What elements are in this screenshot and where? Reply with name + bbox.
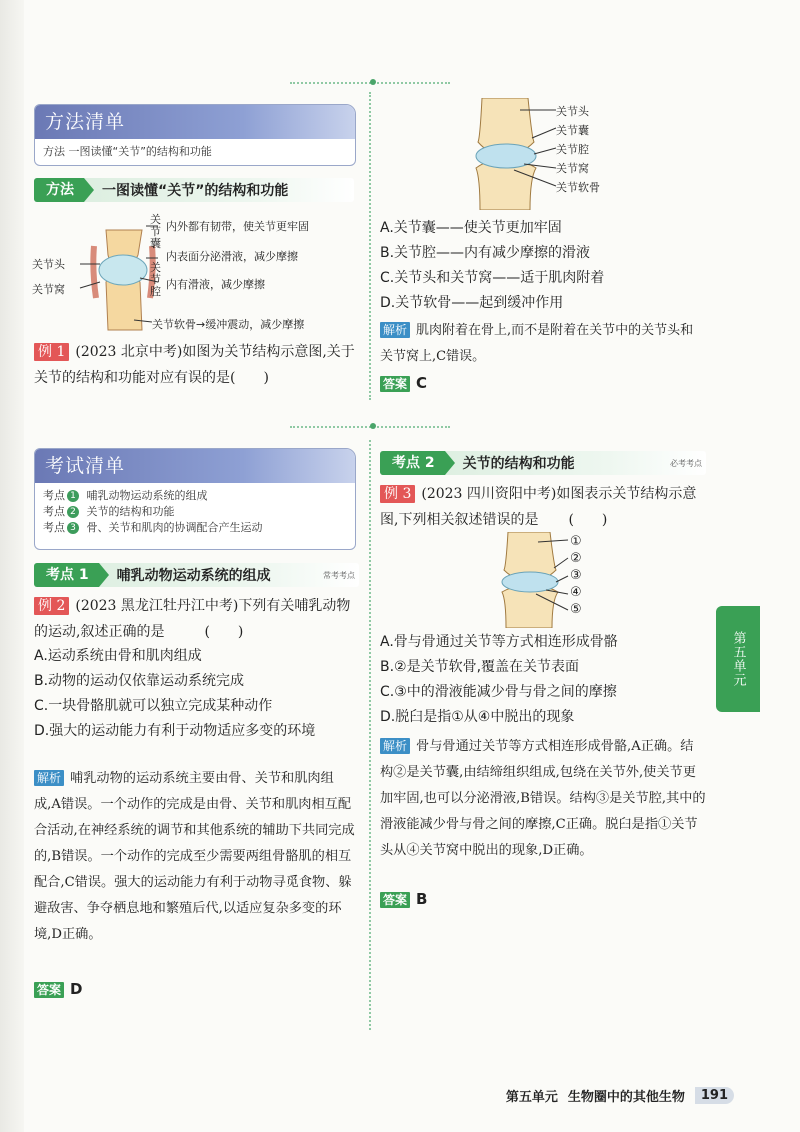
example2-answer [34, 980, 82, 998]
ex1-label-5: 关节软骨 [556, 181, 600, 194]
example1-tag: 例 1 [34, 343, 69, 361]
ex3-option-d: D.脱臼是指①从④中脱出的现象 [380, 709, 575, 725]
kp2-tag: 考点 2 [380, 451, 445, 475]
ex2-option-b: B.动物的运动仅依靠运动系统完成 [34, 673, 245, 689]
column-divider-bottom [369, 440, 371, 1030]
example1-answer [380, 374, 427, 392]
ex2-analysis-tag: 解析 [34, 770, 64, 786]
example3-answer [380, 890, 427, 908]
ex3-analysis-tag: 解析 [380, 738, 410, 754]
ex2-answer-tag: 答案 [34, 982, 64, 998]
example1-analysis [380, 318, 706, 369]
ex1-analysis-text: 肌肉附着在骨上,而不是附着在关节中的关节头和关节窝上,C错误。 [380, 323, 694, 364]
top-divider [290, 82, 450, 84]
cartilage-note: 关节软骨→缓冲震动，减少摩擦 [152, 318, 305, 331]
ex1-answer-tag: 答案 [380, 376, 410, 392]
example2-paren: ( ) [204, 623, 244, 640]
kp1-badge: 常考考点 [323, 570, 355, 580]
ex3-option-b: B.②是关节软骨,覆盖在关节表面 [380, 659, 580, 675]
method-bar-title: 一图读懂“关节”的结构和功能 [102, 183, 289, 199]
ex3-label-4: ④ [570, 585, 582, 600]
ex3-label-1: ① [570, 534, 582, 549]
ex3-answer-tag: 答案 [380, 892, 410, 908]
example1-text: (2023 北京中考)如图为关节结构示意图,关于关节的结构和功能对应有误的是( ) [34, 344, 355, 386]
knee-label-socket: 关节窝 [32, 283, 65, 296]
ex1-option-d: D.关节软骨——起到缓冲作用 [380, 295, 564, 311]
ex1-label-3: 关节腔 [556, 143, 589, 156]
example3-analysis [380, 734, 706, 864]
column-divider-top [369, 92, 371, 400]
method-bar-tag: 方法 [34, 178, 84, 202]
example1-question [34, 340, 356, 391]
ex3-analysis-text: 骨与骨通过关节等方式相连形成骨骼,A正确。结构②是关节囊,由结缔组织组成,包绕在关节外,使关节更加牢固,也可以分泌滑液,B错误。结构③是关节腔,其中的滑液能减少骨与骨之间的摩擦,C正确。脱臼是指①关节头从④关节窝中脱出的现象,D正确。 [380, 739, 706, 858]
example2-question [34, 594, 358, 645]
ex3-label-3: ③ [570, 568, 582, 583]
page-edge [0, 0, 24, 1132]
kp2-bar [380, 451, 706, 475]
example1-options [380, 216, 720, 316]
unit-side-tab: 第五单元 [716, 606, 760, 712]
example3-tag: 例 3 [380, 485, 415, 503]
method-header-title: 方法清单 [35, 105, 355, 139]
example3-options [380, 630, 706, 730]
example3-paren: ( ) [568, 511, 608, 528]
ex3-answer-value: B [416, 890, 428, 908]
example2-options [34, 644, 360, 744]
ex1-option-c: C.关节头和关节窝——适于肌肉附着 [380, 270, 605, 286]
ex1-answer-value: C [416, 374, 428, 392]
example2-text: (2023 黑龙江牡丹江中考)下列有关哺乳动物的运动,叙述正确的是 [34, 598, 351, 640]
cavity-note: 内有滑液，减少摩擦 [166, 278, 265, 291]
ex1-label-4: 关节窝 [556, 162, 589, 175]
middle-divider [290, 426, 450, 428]
ex1-label-2: 关节囊 [556, 124, 589, 137]
ex3-option-c: C.③中的滑液能减少骨与骨之间的摩擦 [380, 684, 617, 700]
exam-item-1: 考点 1 哺乳动物运动系统的组成 [43, 489, 208, 502]
ex2-option-d: D.强大的运动能力有利于动物适应多变的环境 [34, 723, 316, 739]
exam-header-box [34, 448, 356, 550]
ex3-option-a: A.骨与骨通过关节等方式相连形成骨骼 [380, 634, 618, 650]
example3-question [380, 482, 706, 533]
ex1-option-a: A.关节囊——使关节更加牢固 [380, 220, 562, 236]
footer-unit: 第五单元 [505, 1090, 558, 1105]
knee-label-head: 关节头 [32, 258, 65, 271]
method-knee-diagram [34, 210, 354, 335]
ex2-option-a: A.运动系统由骨和肌肉组成 [34, 648, 202, 664]
method-bar [34, 178, 354, 202]
example3-text: (2023 四川资阳中考)如图表示关节结构示意图,下列相关叙述错误的是 [380, 486, 697, 528]
exam-item-2: 考点 2 关节的结构和功能 [43, 505, 175, 518]
ex2-option-c: C.一块骨骼肌就可以独立完成某种动作 [34, 698, 273, 714]
knee-label-cavity: 关节腔 [150, 261, 161, 298]
kp2-badge: 必考考点 [670, 458, 702, 468]
example2-analysis [34, 766, 360, 948]
ex2-answer-value: D [70, 980, 83, 998]
footer-title: 生物圈中的其他生物 [567, 1090, 685, 1105]
knee-label-capsule: 关节囊 [150, 213, 161, 250]
method-header-box [34, 104, 356, 166]
exam-header-title: 考试清单 [35, 449, 355, 483]
ex3-label-5: ⑤ [570, 602, 582, 617]
exam-item-3: 考点 3 骨、关节和肌肉的协调配合产生运动 [43, 521, 263, 534]
ex1-option-b: B.关节腔——内有减少摩擦的滑液 [380, 245, 591, 261]
page-footer [506, 1086, 734, 1105]
ex2-analysis-text: 哺乳动物的运动系统主要由骨、关节和肌肉组成,A错误。一个动作的完成是由骨、关节和肌肉相互配合活动,在神经系统的调节和其他系统的辅助下共同完成的,B错误。一个动作的完成至少需要两组骨骼肌的相互配合,C错误。强大的运动能力有利于动物寻觅食物、躲避敌害、争夺栖息地和繁殖后代,以适应复杂多变的环境,D正确。 [34, 771, 355, 942]
kp1-title: 哺乳动物运动系统的组成 [116, 568, 271, 584]
method-header-line: 方法 一图读懂“关节”的结构和功能 [43, 145, 212, 158]
ex1-analysis-tag: 解析 [380, 322, 410, 338]
capsule-note-2: 内表面分泌滑液，减少摩擦 [166, 250, 298, 263]
kp1-tag: 考点 1 [34, 563, 99, 587]
capsule-note-1: 内外都有韧带，使关节更牢固 [166, 220, 309, 233]
ex3-label-2: ② [570, 551, 582, 566]
example2-tag: 例 2 [34, 597, 69, 615]
kp1-bar [34, 563, 359, 587]
page-number: 191 [695, 1087, 734, 1104]
kp2-title: 关节的结构和功能 [462, 456, 575, 472]
ex1-label-1: 关节头 [556, 105, 589, 118]
